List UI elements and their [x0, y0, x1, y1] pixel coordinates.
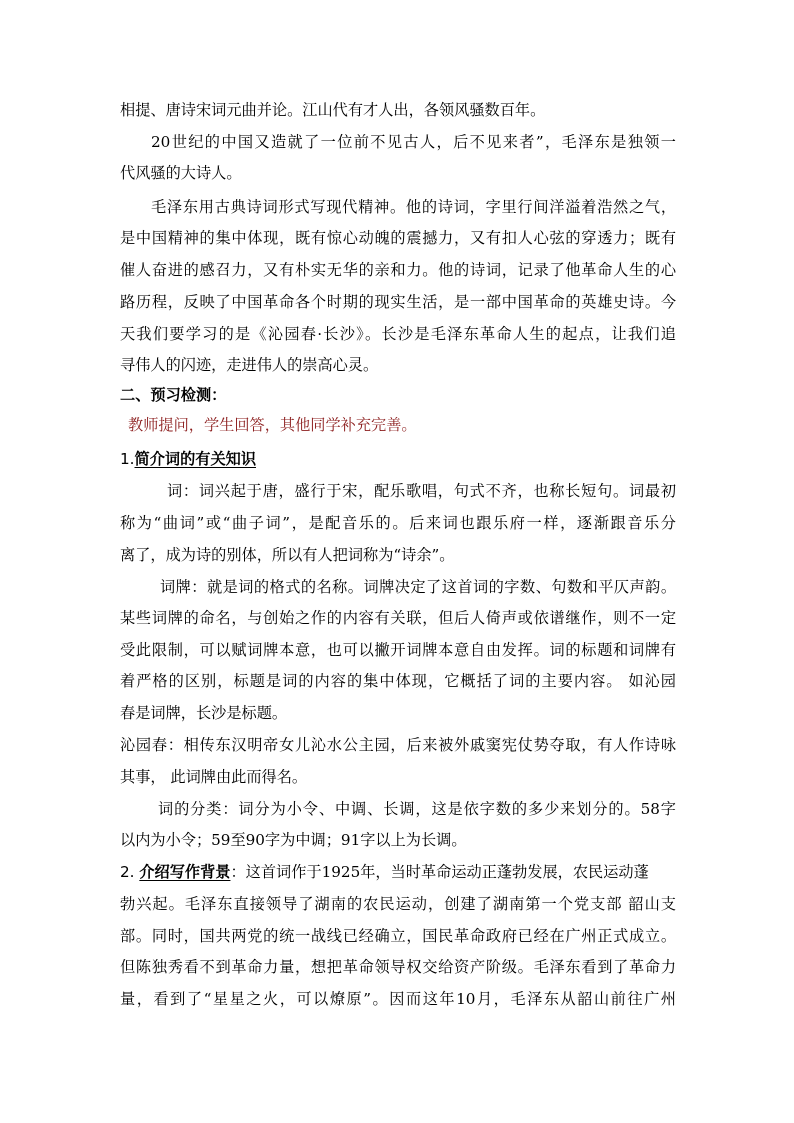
paragraph-line: 量，看到了“星星之火，可以燎原”。因而这年10月，毛泽东从韶山前往广州 — [120, 990, 676, 1008]
paragraph-line: 是中国精神的集中体现，既有惊心动魄的震撼力，又有扣人心弦的穿透力；既有 — [120, 229, 676, 247]
subsection-title: 介绍写作背景 — [139, 863, 231, 881]
paragraph-line: 寻伟人的闪迹，走进伟人的崇高心灵。 — [120, 356, 379, 374]
paragraph-line: 春是词牌，长沙是标题。 — [120, 704, 288, 722]
paragraph-line: 相提、唐诗宋词元曲并论。江山代有才人出，各领风骚数百年。 — [120, 101, 546, 119]
paragraph-line: 词：词兴起于唐，盛行于宋，配乐歌唱，句式不齐，也称长短句。词最初 — [167, 482, 676, 500]
paragraph-line: 称为“曲词”或“曲子词”，是配音乐的。后来词也跟乐府一样，逐渐跟音乐分 — [120, 514, 676, 532]
paragraph-line: 部。同时，国共两党的统一战线已经确立，国民革命政府已经在广州正式成立。 — [120, 927, 676, 945]
paragraph-line: 词牌：就是词的格式的名称。词牌决定了这首词的字数、句数和平仄声韵。 — [160, 578, 676, 596]
paragraph-line: 毛泽东用古典诗词形式写现代精神。他的诗词，字里行间洋溢着浩然之气， — [151, 198, 676, 216]
paragraph-line: 代风骚的大诗人。 — [120, 164, 242, 182]
paragraph-line: 但陈独秀看不到革命力量，想把革命领导权交给资产阶级。毛泽东看到了革命力 — [120, 958, 676, 976]
paragraph-line: 以内为小令；59至90字为中调；91字以上为长调。 — [120, 831, 467, 849]
paragraph-line: 其事， 此词牌由此而得名。 — [120, 768, 308, 786]
subsection-heading — [120, 449, 676, 469]
item-number: 1. — [120, 450, 135, 468]
paragraph-line: 催人奋进的感召力，又有朴实无华的亲和力。他的诗词，记录了他革命人生的心 — [120, 261, 676, 279]
subsection-heading — [120, 862, 676, 882]
paragraph-line: 某些词牌的命名，与创始之作的内容有关联，但后人倚声或依谱继作，则不一定 — [120, 609, 676, 627]
paragraph-line: 勃兴起。毛泽东直接领导了湖南的农民运动，创建了湖南第一个党支部 韶山支 — [120, 895, 676, 913]
paragraph-line: 受此限制，可以赋词牌本意，也可以撇开词牌本意自由发挥。词的标题和词牌有 — [120, 641, 676, 659]
paragraph-line: 着严格的区别，标题是词的内容的集中体现，它概括了词的主要内容。 如沁园 — [120, 672, 676, 690]
paragraph-line: 20世纪的中国又造就了一位前不见古人，后不见来者”，毛泽东是独领一 — [151, 133, 676, 151]
section-heading: 二、预习检测： — [120, 386, 227, 404]
paragraph-line: 天我们要学习的是《沁园春·长沙》。长沙是毛泽东革命人生的起点，让我们追 — [120, 325, 676, 343]
paragraph-line: 沁园春：相传东汉明帝女儿沁水公主园，后来被外戚窦宪仗势夺取，有人作诗咏 — [120, 736, 676, 754]
paragraph-line: 词的分类：词分为小令、中调、长调，这是依字数的多少来划分的。58字 — [158, 800, 676, 818]
subsection-title: 简介词的有关知识 — [134, 450, 256, 468]
instruction-line: 教师提问，学生回答，其他同学补充完善。 — [128, 416, 417, 434]
paragraph-line: 路历程，反映了中国革命各个时期的现实生活，是一部中国革命的英雄史诗。今 — [120, 293, 676, 311]
paragraph-line: 离了，成为诗的别体，所以有人把词称为“诗余”。 — [120, 546, 455, 564]
paragraph-text: ：这首词作于1925年，当时革命运动正蓬勃发展，农民运动蓬 — [230, 863, 649, 881]
item-number: 2. — [120, 863, 135, 881]
